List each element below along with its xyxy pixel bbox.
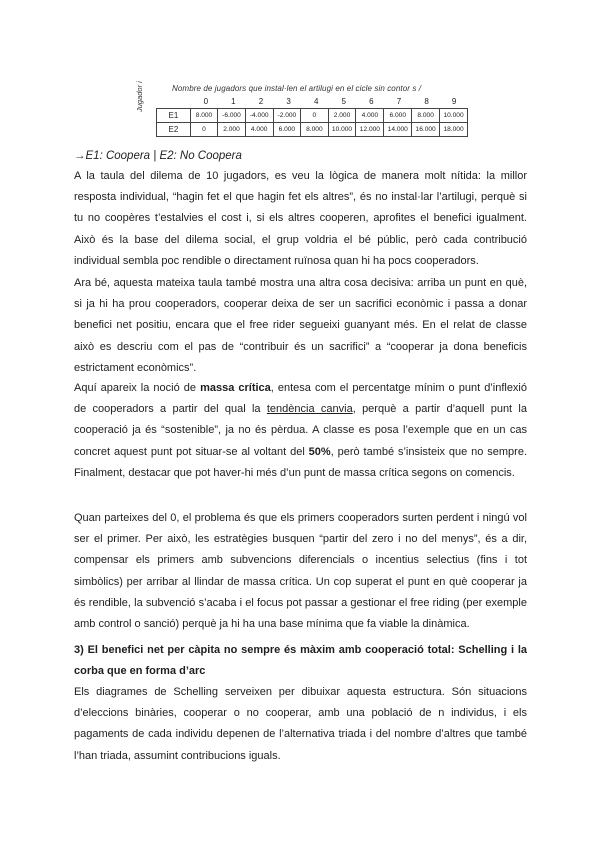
table-header-cell: 4 — [313, 97, 319, 106]
table-header-cell: 2 — [258, 97, 264, 106]
table-cell: 6.000 — [273, 123, 301, 137]
table-cell: 2.000 — [328, 109, 356, 123]
payoff-table — [156, 108, 468, 137]
paragraph-3-text — [74, 378, 527, 484]
paragraph-5-text: Els diagrames de Schelling serveixen per dibuixar aquesta estructura. Són situacions d’eleccions binàries, cooperar o no cooperar, amb una població de n individus, i els pagaments de cada individu depenen de l’alternativa triada i del nombre d’altres que també l’han triada, assumint contribucions iguals. — [74, 686, 527, 762]
table-cell: 6.000 — [384, 109, 412, 123]
table-cell: 8.000 — [190, 109, 217, 123]
table-header-cell: 7 — [396, 97, 402, 106]
fifty-percent-value: 50% — [308, 445, 331, 458]
dilemma-table-figure — [135, 81, 468, 144]
table-cell: 8.000 — [412, 109, 440, 123]
row-label: E2 — [157, 123, 191, 137]
table-cell: -6.000 — [218, 109, 246, 123]
table-side-label: Jugador i — [135, 81, 144, 112]
table-row — [157, 123, 468, 137]
paragraph-3 — [74, 378, 527, 484]
table-header-cell: 6 — [369, 97, 374, 106]
paragraph-2-text: Ara bé, aquesta mateixa taula també mostra una altra cosa decisiva: arriba un punt en què, si ja hi ha prou cooperadors, cooperar deixa de ser un sacrifici econòmic i passa a donar benefici net positiu, encara que el free rider segueixi guanyant més. En el relat de classe això es descriu com el pas de “contribuir és un sacrifici” a “cooperar ja dona beneficis estrictament econòmics”. — [74, 277, 527, 374]
p3-text-c: , entesa com el percentatge mínim o punt d’inflexió de cooperadors a partir del qual la — [74, 382, 527, 416]
p3-text-e: , perquè a partir d’aquell punt la cooperació ja és “sostenible”, ja no és pèrdua. A classe es posa l’exemple que en un cas concret aquest punt pot situar-se al voltant del — [74, 403, 527, 458]
section-heading-text: 3) El benefici net per càpita no sempre és màxim amb cooperació total: Schelling i la corba que en forma d’arc — [74, 644, 527, 678]
paragraph-5 — [74, 682, 527, 767]
massa-critica-term: massa crítica — [200, 382, 271, 394]
table-cell: -4.000 — [245, 109, 273, 123]
table-cell: 8.000 — [301, 123, 328, 137]
table-header-cell: 8 — [424, 97, 429, 106]
table-cell: 12.000 — [356, 123, 384, 137]
table-cell: 0 — [190, 123, 217, 137]
table-legend: →E1: Coopera | E2: No Coopera — [74, 150, 242, 162]
paragraph-4 — [74, 508, 527, 635]
table-header-cell: 0 — [203, 97, 209, 106]
tendencia-canvia-underlined: tendència canvia — [266, 403, 353, 416]
table-cell: 16.000 — [412, 123, 440, 137]
table-caption: Nombre de jugadors que instal·len el artilugi en el cicle sin contor s / — [172, 84, 422, 93]
table-cell: 10.000 — [328, 123, 356, 137]
paragraph-1 — [74, 166, 527, 272]
table-header-cell: 9 — [451, 97, 457, 106]
table-header-cell: 5 — [341, 97, 346, 106]
table-header-cell: 3 — [286, 97, 291, 106]
table-cell: 18.000 — [440, 123, 468, 137]
table-cell: 10.000 — [440, 109, 468, 123]
row-label: E1 — [157, 109, 191, 123]
section-heading — [74, 640, 527, 682]
table-cell: 14.000 — [384, 123, 412, 137]
header-spacer — [156, 97, 192, 107]
paragraph-1-text: A la taula del dilema de 10 jugadors, es veu la lògica de manera molt nítida: la millor resposta individual, “hagin fet el que hagin fet els altres”, és no instal·lar l’artilugi, perquè si tu no coopères t’estalvies el cost i, si els altres cooperen, aprofites el benefici igualment. Això és la base del dilema social, el grup voldria el bé públic, però cada contribució individual sembla poc rendible o directament ruïnosa quan hi ha pocs cooperadors. — [74, 170, 527, 267]
paragraph-2 — [74, 273, 527, 379]
p3-text-g: , però també s’insisteix que no sempre. Finalment, destacar que pot haver-hi més d’un punt de massa crítica segons on comencis. — [74, 445, 528, 479]
table-cell: 4.000 — [356, 109, 384, 123]
table-cell: 4.000 — [245, 123, 273, 137]
table-header-cell: 1 — [231, 97, 236, 106]
p3-text-a: Aquí apareix la noció de — [74, 382, 201, 394]
table-cell: -2.000 — [273, 109, 301, 123]
table-header-row — [156, 97, 468, 107]
table-cell: 2.000 — [218, 123, 246, 137]
table-row — [157, 109, 468, 123]
paragraph-4-text: Quan parteixes del 0, el problema és que els primers cooperadors surten perdent i ningú vol ser el primer. Per això, les estratègies busquen “partir del zero i no del menys”, és a dir, compensar els primers amb subvencions diferencials o incentius selectius (fins i tot simbòlics) per arribar al llindar de massa crítica. Un cop superat el punt en què cooperar ja és rendible, la subvenció s’acaba i el focus pot passar a gestionar el free riding (per exemple amb control o sanció) perquè ja hi ha una base mínima que fa viable la dinàmica. — [74, 512, 527, 631]
table-cell: 0 — [301, 109, 328, 123]
